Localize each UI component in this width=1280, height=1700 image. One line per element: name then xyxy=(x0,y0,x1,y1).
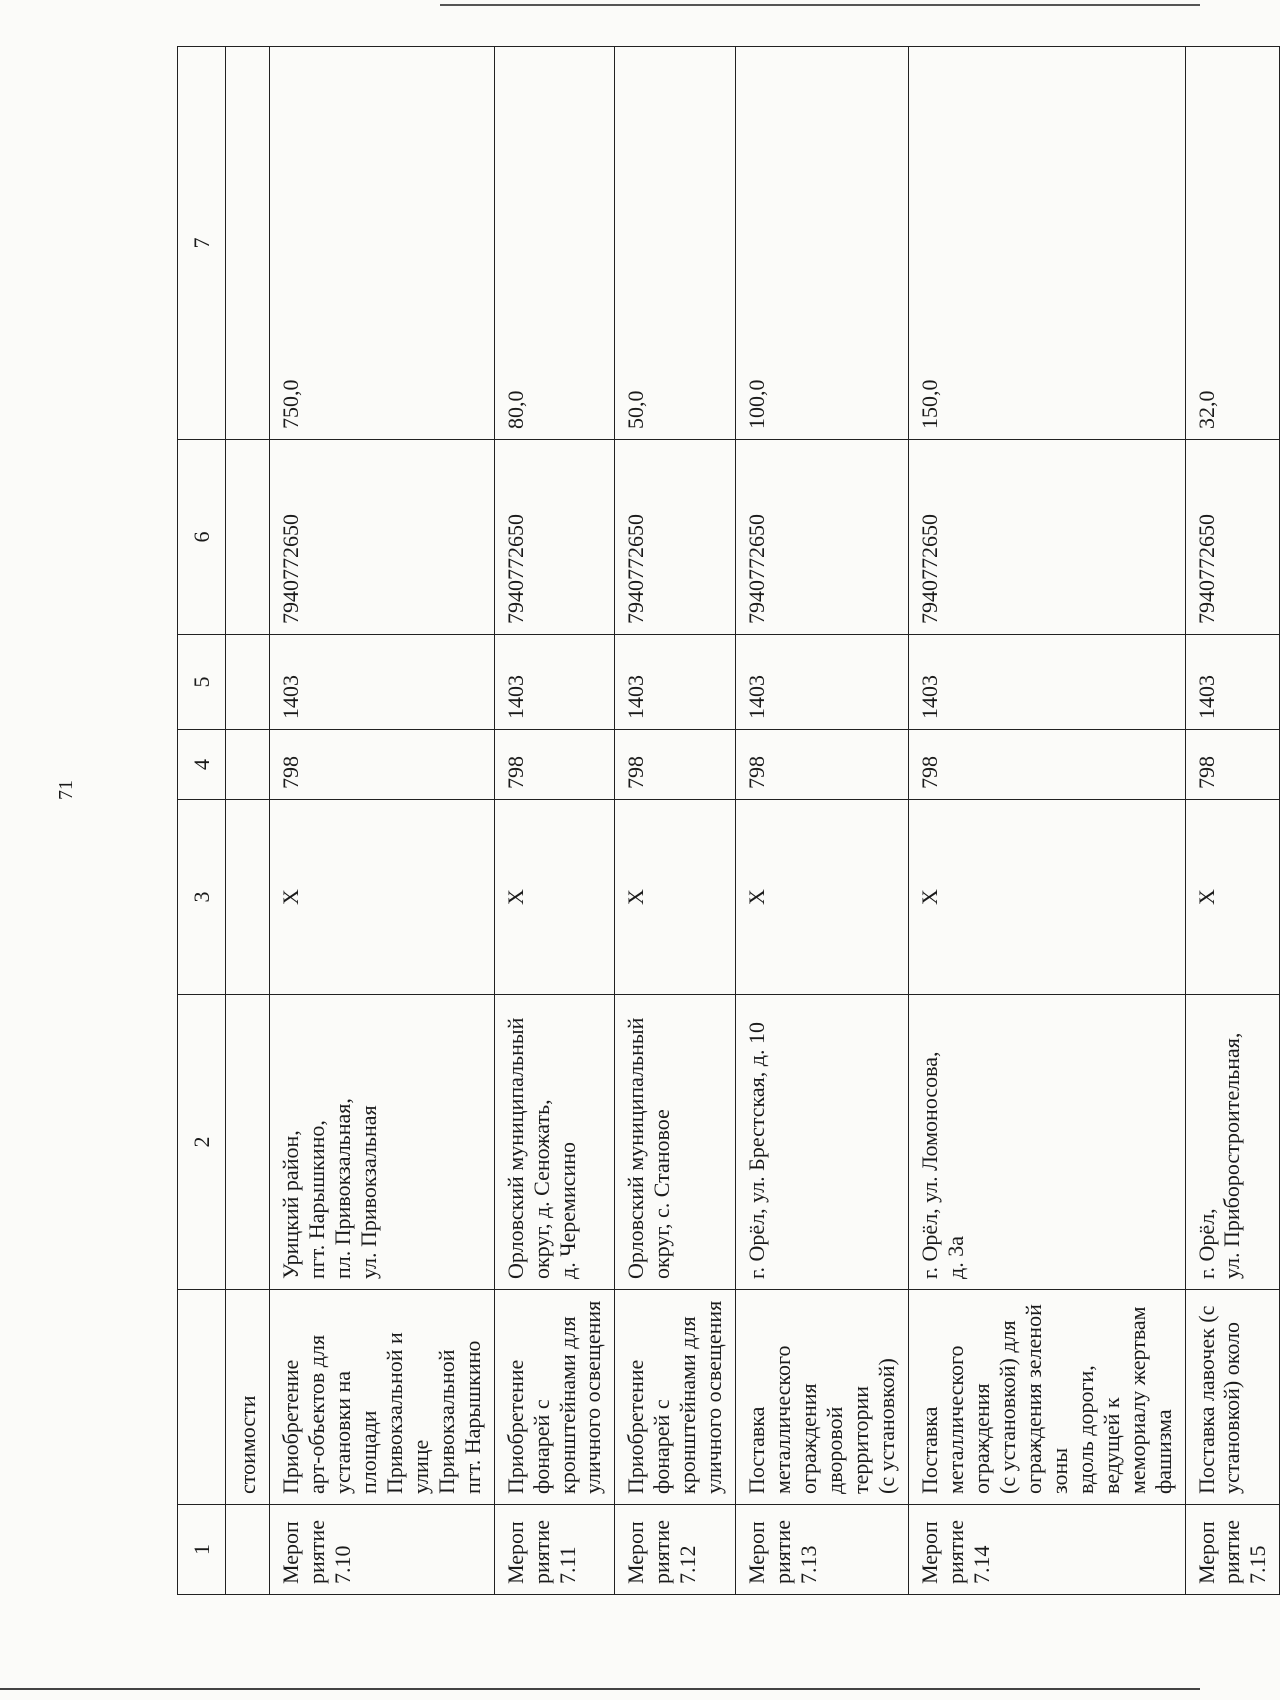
event-name-cell xyxy=(736,1290,909,1505)
continuation-cell-empty xyxy=(226,730,270,800)
address-cell-line: г. Орёл, ул. Брестская, д. 10 xyxy=(744,1022,770,1279)
event-id-cell-line: Мероприятие xyxy=(278,1519,329,1584)
col5-cell: 1403 xyxy=(736,635,909,730)
event-id-cell-line: 7.13 xyxy=(796,1545,822,1584)
event-id-cell-line: 7.14 xyxy=(968,1545,994,1584)
address-cell-line: округ, д. Сеножать, xyxy=(528,1099,554,1279)
budget-table xyxy=(177,46,1280,1595)
event-name-cell-line: уличного освещения xyxy=(580,1300,606,1494)
col7-cell: 100,0 xyxy=(736,47,909,440)
col6-cell: 7940772650 xyxy=(494,440,615,635)
event-id-cell-line: Мероприятие xyxy=(623,1519,675,1584)
col7-cell: 750,0 xyxy=(270,47,495,440)
continuation-cell-empty xyxy=(226,440,270,635)
address-cell-line: г. Орёл, ул. Ломоносова, xyxy=(916,1051,942,1279)
col6-cell: 7940772650 xyxy=(736,440,909,635)
col5-cell: 1403 xyxy=(494,635,615,730)
event-name-cell-line: арт-объектов для xyxy=(303,1334,329,1494)
event-id-cell xyxy=(908,1505,1185,1595)
col5-cell: 1403 xyxy=(1185,635,1280,730)
col7-cell: 32,0 xyxy=(1185,47,1280,440)
col7-cell: 80,0 xyxy=(494,47,615,440)
col6-cell: 7940772650 xyxy=(1185,440,1280,635)
address-cell xyxy=(908,995,1185,1290)
event-id-cell-line: Мероприятие xyxy=(1193,1519,1245,1584)
col4-cell: 798 xyxy=(494,730,615,800)
col6-cell: 7940772650 xyxy=(270,440,495,635)
event-id-cell-line: Мероприятие xyxy=(916,1519,968,1584)
col5-cell: 1403 xyxy=(908,635,1185,730)
event-name-cell-line: территории xyxy=(848,1385,874,1494)
event-name-cell-line: кронштейнами для xyxy=(554,1316,580,1494)
address-cell-line: Урицкий район, xyxy=(278,1130,303,1279)
address-cell xyxy=(736,995,909,1290)
rotated-table-container xyxy=(177,47,1271,1595)
event-name-cell-line: кронштейнами для xyxy=(675,1316,701,1494)
event-id-cell-line: Мероприятие xyxy=(502,1519,554,1584)
col3-cell: Х xyxy=(908,800,1185,995)
table-row xyxy=(615,47,736,1595)
event-name-cell xyxy=(270,1290,495,1505)
col5-cell: 1403 xyxy=(615,635,736,730)
event-id-cell-line: Мероприятие xyxy=(744,1519,796,1584)
event-name-cell-line: (с установкой) xyxy=(874,1358,900,1494)
table-row xyxy=(494,47,615,1595)
event-id-cell xyxy=(615,1505,736,1595)
event-name-cell-line: Поставка металлического xyxy=(744,1345,796,1494)
event-name-cell-line: установки на площади xyxy=(329,1370,381,1494)
event-name-cell xyxy=(908,1290,1185,1505)
col6-cell: 7940772650 xyxy=(615,440,736,635)
event-name-cell xyxy=(1185,1290,1280,1505)
col3-cell: Х xyxy=(615,800,736,995)
header-row xyxy=(178,47,226,1595)
header-cell-5: 5 xyxy=(178,635,226,730)
continuation-cell-empty xyxy=(226,1505,270,1595)
event-id-cell-line: 7.10 xyxy=(329,1545,355,1584)
address-cell-line: ул. Привокзальная xyxy=(355,1105,381,1279)
table-row xyxy=(1185,47,1280,1595)
event-name-cell-line: вдоль дороги, ведущей к xyxy=(1072,1365,1124,1494)
event-id-cell xyxy=(736,1505,909,1595)
address-cell xyxy=(615,995,736,1290)
address-cell-line: пл. Привокзальная, xyxy=(329,1098,355,1279)
event-name-cell-line: Поставка лавочек (с xyxy=(1193,1305,1219,1494)
event-name-cell-line: ограждения зеленой зоны xyxy=(1020,1304,1072,1494)
address-cell xyxy=(270,995,495,1290)
event-name-cell-line: Привокзальной и улице xyxy=(381,1332,433,1494)
address-cell-line: д. 3а xyxy=(942,1236,968,1279)
event-name-cell xyxy=(494,1290,615,1505)
address-cell-line: Орловский муниципальный xyxy=(502,1017,528,1279)
address-cell-line: д. Черемисино xyxy=(554,1141,580,1279)
event-name-cell-line: Привокзальной xyxy=(433,1349,459,1494)
event-name-cell-line: Приобретение фонарей с xyxy=(502,1359,554,1494)
address-cell xyxy=(494,995,615,1290)
header-cell-6: 6 xyxy=(178,440,226,635)
address-cell-line: Орловский муниципальный xyxy=(623,1017,649,1279)
address-cell-line: пгт. Нарышкино, xyxy=(303,1120,329,1279)
event-name-cell-line: ограждения дворовой xyxy=(796,1383,848,1494)
address-cell xyxy=(1185,995,1280,1290)
event-name-cell-line: ограждения xyxy=(968,1383,994,1494)
col5-cell: 1403 xyxy=(270,635,495,730)
event-id-cell-line: 7.15 xyxy=(1245,1545,1271,1584)
col7-cell: 150,0 xyxy=(908,47,1185,440)
table-row xyxy=(736,47,909,1595)
event-name-cell-line: (с установкой) для xyxy=(994,1320,1020,1494)
event-id-cell xyxy=(270,1505,495,1595)
continuation-row xyxy=(226,47,270,1595)
event-name-cell-line: мемориалу жертвам xyxy=(1124,1306,1150,1494)
event-name-cell-line: Приобретение xyxy=(278,1359,303,1494)
event-name-cell xyxy=(615,1290,736,1505)
event-id-cell xyxy=(494,1505,615,1595)
col4-cell: 798 xyxy=(908,730,1185,800)
event-name-cell-line: Поставка металлического xyxy=(916,1345,968,1494)
event-id-cell-line: 7.11 xyxy=(554,1546,580,1584)
event-name-cell-line: пгт. Нарышкино xyxy=(459,1340,485,1494)
event-name-cell-line: Приобретение фонарей с xyxy=(623,1359,675,1494)
bottom-border-line xyxy=(0,1688,1200,1690)
top-border-line xyxy=(440,4,1200,6)
col7-cell: 50,0 xyxy=(615,47,736,440)
event-id-cell-line: 7.12 xyxy=(675,1545,701,1584)
col4-cell: 798 xyxy=(1185,730,1280,800)
col6-cell: 7940772650 xyxy=(908,440,1185,635)
address-cell-line: г. Орёл, xyxy=(1193,1208,1219,1279)
col4-cell: 798 xyxy=(615,730,736,800)
event-name-cell-line: уличного освещения xyxy=(701,1300,727,1494)
col3-cell: Х xyxy=(1185,800,1280,995)
continuation-cell-empty xyxy=(226,635,270,730)
event-name-cell-line: фашизма xyxy=(1150,1409,1176,1494)
table-body xyxy=(178,47,1280,1595)
header-cell-2: 2 xyxy=(178,995,226,1290)
continuation-cell-empty xyxy=(226,47,270,440)
continuation-cell-empty xyxy=(226,800,270,995)
event-id-cell xyxy=(1185,1505,1280,1595)
col3-cell: Х xyxy=(736,800,909,995)
header-cell-4: 4 xyxy=(178,730,226,800)
table-row xyxy=(270,47,495,1595)
col4-cell: 798 xyxy=(270,730,495,800)
header-cell-blank xyxy=(178,1290,226,1505)
header-cell-3: 3 xyxy=(178,800,226,995)
address-cell-line: округ, с. Становое xyxy=(649,1109,675,1279)
header-cell-1: 1 xyxy=(178,1505,226,1595)
page-number: 71 xyxy=(55,780,77,800)
col4-cell: 798 xyxy=(736,730,909,800)
col3-cell: Х xyxy=(270,800,495,995)
continuation-cell-empty xyxy=(226,995,270,1290)
address-cell-line: ул. Приборостроительная, xyxy=(1219,1032,1245,1279)
table-row xyxy=(908,47,1185,1595)
col3-cell: Х xyxy=(494,800,615,995)
header-cell-7: 7 xyxy=(178,47,226,440)
continuation-cell-text: стоимости xyxy=(226,1290,270,1505)
event-name-cell-line: установкой) около xyxy=(1219,1321,1245,1494)
